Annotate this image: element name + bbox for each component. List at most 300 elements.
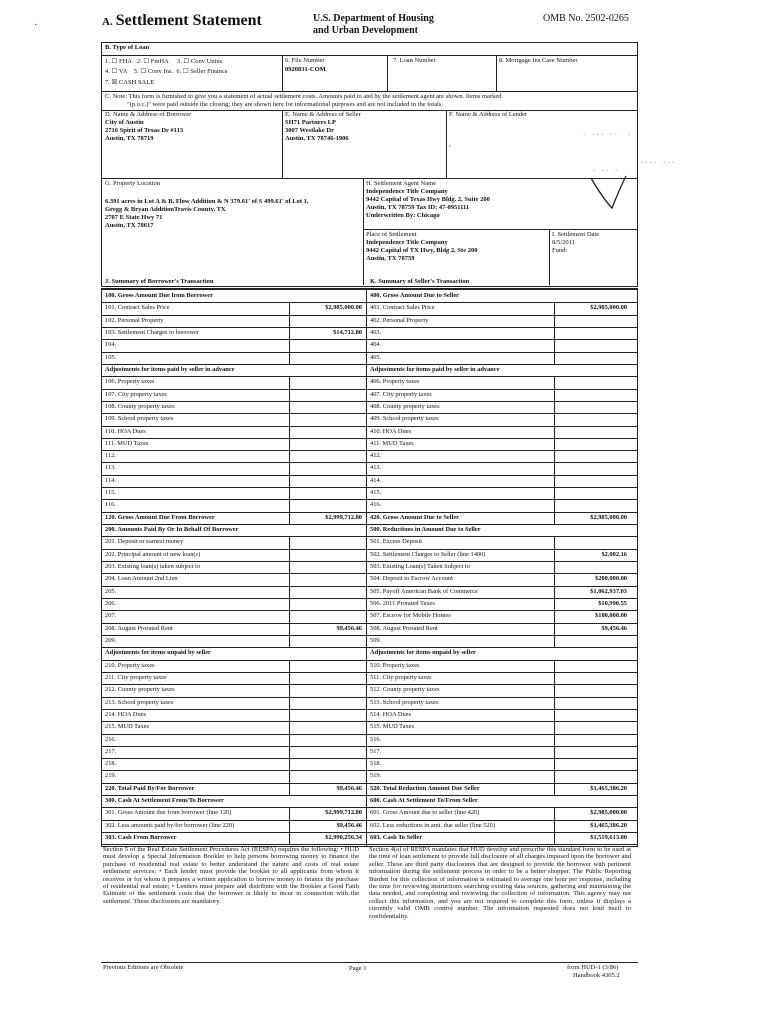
line-item-amount	[557, 709, 627, 721]
option-conv-unins: 3. ☐ Conv Unins	[176, 58, 223, 65]
amount-column-divider	[289, 475, 290, 487]
line-item-label: 500. Reductions in Amount Due to Seller	[370, 526, 481, 534]
line-item-label: 504. Deposit to Escrow Account	[370, 575, 453, 583]
amount-column-divider	[289, 438, 290, 450]
line-item-label: 120. Gross Amount Due From Borrower	[105, 513, 215, 521]
line-item-amount	[292, 598, 362, 610]
line-item-amount	[557, 413, 627, 425]
amount-column-divider	[289, 512, 290, 524]
line-item-label: 210. Property taxes	[105, 661, 155, 669]
line-item-amount	[292, 536, 362, 548]
line-item-label: 601. Gross Amount due to seller (line 420)	[370, 809, 480, 817]
line-item-label: 218.	[105, 760, 117, 768]
agent-name: Independence Title Company	[366, 188, 448, 195]
amount-column-divider	[554, 660, 555, 672]
line-item-amount	[292, 697, 362, 709]
line-item-amount	[292, 401, 362, 413]
line-item-label: 204. Loan Amount 2nd Lien	[105, 575, 178, 583]
line-item-label: 420. Gross Amount Due to Seller	[370, 513, 459, 521]
line-item-amount: $2,985,000.00	[325, 304, 362, 312]
line-item-amount: $200,000.00	[595, 575, 627, 583]
line-item-amount	[557, 339, 627, 351]
line-item-amount	[557, 376, 627, 388]
line-item-label: 411. MUD Taxes	[370, 439, 414, 447]
amount-column-divider	[554, 672, 555, 684]
amount-column-divider	[554, 610, 555, 622]
summary-table	[101, 278, 638, 847]
line-item-label: 413.	[370, 464, 382, 472]
line-item-label: 505. Payoff American Bank of Commerce	[370, 587, 478, 595]
amount-column-divider	[554, 561, 555, 573]
option-cash-sale: 7. ☒ CASH SALE	[105, 79, 155, 86]
amount-column-divider	[289, 549, 290, 561]
seller-label: E. Name & Address of Seller	[285, 111, 361, 118]
line-item-label: 406. Property taxes	[370, 378, 420, 386]
line-item-amount	[292, 339, 362, 351]
amount-column-divider	[289, 401, 290, 413]
line-item-amount	[557, 660, 627, 672]
line-item-label: Adjustments for items paid by seller in advance	[370, 365, 500, 373]
line-item-label: 104.	[105, 341, 117, 349]
line-item-amount	[292, 315, 362, 327]
option-va: 4. ☐ VA	[105, 68, 128, 75]
line-item-label: 217.	[105, 747, 117, 755]
line-item-amount	[292, 734, 362, 746]
amount-column-divider	[554, 746, 555, 758]
line-item-label: 220. Total Paid By/For Borrower	[105, 784, 195, 792]
faint-stamp-3: · ·· ·	[592, 164, 619, 177]
amount-column-divider	[289, 450, 290, 462]
amount-column-divider	[554, 315, 555, 327]
amount-column-divider	[289, 573, 290, 585]
amount-column-divider	[289, 820, 290, 832]
line-item-label: 502. Settlement Charges to Seller (line 1400)	[370, 550, 486, 558]
line-item-label: 108. County property taxes	[105, 402, 175, 410]
amount-column-divider	[554, 339, 555, 351]
line-item-label: 512. County property taxes	[370, 686, 440, 694]
line-item-amount: $1,465,386.20	[590, 784, 627, 792]
loan-type-row-1	[105, 58, 222, 66]
amount-column-divider	[289, 832, 290, 844]
line-item-label: 211. City property taxes	[105, 673, 167, 681]
line-item-label: 113.	[105, 464, 116, 472]
amount-column-divider	[554, 413, 555, 425]
line-item-label: 216.	[105, 735, 117, 743]
place-address: 9442 Capital of TX Hwy, Bldg 2, Ste 200	[366, 247, 478, 254]
line-item-label: 205.	[105, 587, 117, 595]
line-item-label: 106. Property taxes	[105, 378, 155, 386]
line-item-label: 302. Less amounts paid by/for borrower (line 220)	[105, 821, 235, 829]
line-item-label: 516.	[370, 735, 382, 743]
fund-label: Fund:	[552, 247, 568, 254]
dept-line-1: U.S. Department of Housing	[313, 13, 434, 24]
amount-column-divider	[289, 598, 290, 610]
line-item-amount: $1,465,386.20	[590, 821, 627, 829]
line-item-label: 600. Cash At Settlement To/From Seller	[370, 797, 478, 805]
line-item-label: 410. HOA Dues	[370, 427, 412, 435]
amount-column-divider	[289, 770, 290, 782]
amount-column-divider	[289, 389, 290, 401]
faint-stamp-2: ···· ···	[640, 156, 676, 169]
amount-column-divider	[554, 536, 555, 548]
amount-column-divider	[554, 623, 555, 635]
amount-column-divider	[289, 721, 290, 733]
line-item-amount	[557, 684, 627, 696]
line-item-amount	[292, 586, 362, 598]
line-item-amount	[292, 475, 362, 487]
page-number: Page 1	[349, 965, 367, 972]
line-item-amount	[557, 450, 627, 462]
property-label: G. Property Location	[105, 180, 161, 187]
property-city: Austin, TX 78617	[105, 222, 154, 229]
line-item-label: 103. Settlement Charges to borrower	[105, 328, 200, 336]
line-item-amount	[292, 413, 362, 425]
line-item-label: Adjustments for items paid by seller in advance	[105, 365, 235, 373]
amount-column-divider	[289, 746, 290, 758]
respa-section4-text: Section 4(a) of RESPA mandates that HUD develop and prescribe this standard form to be used at the time of loan settlement to provide full disclosure of all charges imposed upon the borrower and seller. These are third party disclosures that are designed to provide the borrower with pertinent information during the settlement process in order to be a better shopper. The Public Reporting Burden for this collection of information is estimated to average one hour per response, including the time for reviewing instructions searching existing data sources, gathering and maintaining the data needed, and completing and reviewing the collection of information. This agency may not collect this information, and you are not required to complete this form, unless it displays a currently valid OMB control number. The information requested does not lend itself to confidentiality.	[369, 846, 631, 920]
line-item-label: 206.	[105, 600, 117, 607]
amount-column-divider	[289, 697, 290, 709]
line-item-amount: $1,519,613.80	[590, 834, 627, 842]
line-item-amount	[292, 438, 362, 450]
line-item-amount	[557, 697, 627, 709]
line-item-amount: $180,000.00	[595, 612, 627, 620]
line-item-label: 401. Contract Sales Price	[370, 304, 435, 312]
amount-column-divider	[554, 302, 555, 314]
line-item-label: 102. Personal Property	[105, 316, 164, 324]
amount-column-divider	[554, 438, 555, 450]
line-item-amount	[292, 561, 362, 573]
line-item-amount	[292, 426, 362, 438]
line-item-amount: $9,456.46	[336, 784, 362, 792]
amount-column-divider	[554, 697, 555, 709]
line-item-label: 407. City property taxes	[370, 390, 432, 398]
amount-column-divider	[289, 672, 290, 684]
amount-column-divider	[554, 512, 555, 524]
line-item-amount	[557, 746, 627, 758]
amount-column-divider	[554, 734, 555, 746]
seller-address: 3007 Westlake Dr	[285, 127, 334, 134]
amount-column-divider	[289, 684, 290, 696]
title-text: Settlement Statement	[115, 12, 262, 29]
amount-column-divider	[289, 758, 290, 770]
line-item-label: 518.	[370, 760, 382, 768]
line-item-label: 405.	[370, 353, 382, 361]
line-item-label: 100. Gross Amount Due from Borrower	[105, 292, 213, 299]
borrower-address: 2716 Spirit of Texas Dr #113	[105, 127, 184, 134]
line-item-label: 111. MUD Taxes	[105, 439, 149, 447]
line-item-label: 509.	[370, 636, 382, 644]
amount-column-divider	[289, 783, 290, 795]
amount-column-divider	[554, 635, 555, 647]
amount-column-divider	[554, 586, 555, 598]
line-item-amount	[557, 758, 627, 770]
lender-label: F. Name & Address of Lender	[449, 111, 528, 118]
line-item-label: 207.	[105, 612, 117, 620]
amount-column-divider	[554, 475, 555, 487]
line-item-label: 506. 2011 Prorated Taxes	[370, 600, 435, 607]
seller-city: Austin, TX 78746-1906	[285, 135, 349, 142]
omb-number: OMB No. 2502-0265	[543, 13, 629, 24]
scan-mark: ·	[34, 20, 38, 31]
line-item-label: 212. County property taxes	[105, 686, 175, 694]
handbook-id: Handbook 4305.2	[573, 972, 620, 979]
agent-address: 9442 Capital of Texas Hwy Bldg. 2, Suite 200	[366, 196, 490, 203]
dept-line-2: and Urban Development	[313, 25, 419, 36]
amount-column-divider	[554, 401, 555, 413]
borrower-label: D. Name & Address of Borrower	[105, 111, 192, 118]
line-item-label: 602. Less reductions in amt. due seller (line 520)	[370, 821, 495, 829]
amount-column-divider	[289, 660, 290, 672]
amount-column-divider	[289, 635, 290, 647]
line-item-amount	[292, 660, 362, 672]
line-item-label: Adjustments for items unpaid by seller	[105, 649, 211, 657]
file-number-label: 6. File Number	[285, 57, 325, 64]
property-legal: 6.391 acres in Lot A & B, Flow Addition & N 379.61' of S 499.61' of Lot 1,	[105, 198, 309, 205]
line-item-amount	[292, 389, 362, 401]
file-number: 0920831-COM	[285, 66, 326, 73]
line-item-amount	[292, 352, 362, 364]
line-item-label: 409. School property taxes	[370, 415, 439, 423]
note-line-1: C. Note: This form is furnished to give you a statement of actual settlement costs. Amounts paid to and by the settlement agent are shown. Items marked	[105, 93, 502, 100]
line-item-label: 412.	[370, 452, 382, 460]
line-item-amount	[557, 536, 627, 548]
line-item-label: 208. August Prorated Rent	[105, 624, 173, 632]
line-item-amount	[292, 376, 362, 388]
amount-column-divider	[554, 709, 555, 721]
line-item-amount	[292, 709, 362, 721]
line-item-amount	[557, 487, 627, 499]
line-item-label: 508. August Prorated Rent	[370, 624, 438, 632]
line-item-label: 520. Total Reduction Amount Due Seller	[370, 784, 480, 792]
line-item-label: Adjustments for items unpaid by seller	[370, 649, 476, 657]
line-item-amount: $1,062,937.03	[590, 587, 627, 595]
amount-column-divider	[289, 610, 290, 622]
line-item-label: 107. City property taxes	[105, 390, 167, 398]
amount-column-divider	[289, 709, 290, 721]
line-item-label: 209.	[105, 636, 117, 644]
line-item-label: 203. Existing loan(s) taken subject to	[105, 563, 201, 571]
amount-column-divider	[289, 462, 290, 474]
line-item-amount	[557, 734, 627, 746]
option-fha: 1. ☐ FHA	[105, 58, 132, 65]
line-item-label: 200. Amounts Paid By Or In Behalf Of Borrower	[105, 526, 239, 534]
line-item-amount	[292, 635, 362, 647]
line-item-label: 414.	[370, 476, 382, 484]
line-item-amount	[292, 462, 362, 474]
line-item-label: 219.	[105, 772, 117, 780]
amount-column-divider	[554, 758, 555, 770]
line-item-label: 116.	[105, 501, 116, 509]
property-street: 2707 E State Hwy 71	[105, 214, 163, 221]
amount-column-divider	[289, 327, 290, 339]
line-item-amount	[557, 327, 627, 339]
line-item-amount: $14,712.80	[333, 328, 362, 336]
amount-column-divider	[289, 807, 290, 819]
place-city: Austin, TX 78759	[366, 255, 415, 262]
line-item-label: 511. City property taxes	[370, 673, 432, 681]
agent-label: H. Settlement Agent Name	[366, 180, 437, 187]
line-item-amount	[557, 401, 627, 413]
option-conv-ins: 5. ☐ Conv Ins.	[133, 68, 174, 75]
mortgage-ins-label: 8. Mortgage Ins Case Number	[499, 57, 578, 64]
line-item-amount	[557, 389, 627, 401]
borrower-summary-title: J. Summary of Borrower's Transaction	[105, 278, 214, 285]
amount-column-divider	[554, 376, 555, 388]
amount-column-divider	[289, 339, 290, 351]
line-item-amount: $2,985,000.00	[590, 304, 627, 312]
amount-column-divider	[554, 549, 555, 561]
line-item-label: 110. HOA Dues	[105, 427, 146, 435]
line-item-label: 517.	[370, 747, 382, 755]
note-line-2: "(p.o.c.)" were paid outside the closing; they are shown here for informational purposes and are not included in the totals.	[127, 101, 443, 108]
amount-column-divider	[289, 734, 290, 746]
line-item-label: 603. Cash To Seller	[370, 834, 423, 842]
line-item-amount	[557, 499, 627, 511]
line-item-label: 101. Contract Sales Price	[105, 304, 170, 312]
lender-dot: ,	[449, 141, 451, 148]
line-item-amount: $9,456.46	[336, 624, 362, 632]
line-item-label: 303. Cash From Borrower	[105, 834, 177, 842]
respa-section5-text: Section 5 of the Real Estate Settlement Procedures Act (RESPA) requires the following: • HUD must develop a Special Information Booklet to help persons borrowing money to finance the purchase of residential real estate to better understand the nature and costs of real estate settlement services; • Each lender must provide the booklet to all applicants from whom it receives or for whom it prepares a written application to borrow money to finance the purchase of residential real estate; • Lenders must prepare and distribute with the Booklet a Good Faith Estimate of the settlement costs that the borrower is likely to incur in connection with the settlement. These disclosures are mandatory.	[103, 846, 359, 905]
line-item-label: 109. School property taxes	[105, 415, 174, 423]
line-item-amount	[557, 635, 627, 647]
amount-column-divider	[554, 684, 555, 696]
line-item-label: 416.	[370, 501, 382, 509]
amount-column-divider	[289, 376, 290, 388]
line-item-label: 301. Gross Amount due from borrower (line 120)	[105, 809, 232, 817]
line-item-amount	[292, 610, 362, 622]
type-of-loan-title: B. Type of Loan	[105, 44, 150, 51]
amount-column-divider	[554, 327, 555, 339]
line-item-label: 403.	[370, 328, 382, 336]
line-item-amount	[557, 315, 627, 327]
amount-column-divider	[554, 832, 555, 844]
page-title	[102, 12, 262, 30]
amount-column-divider	[554, 770, 555, 782]
line-item-amount	[292, 499, 362, 511]
amount-column-divider	[554, 820, 555, 832]
line-item-label: 400. Gross Amount Due to Seller	[370, 292, 459, 299]
line-item-label: 213. School property taxes	[105, 698, 174, 706]
previous-editions-note: Previous Editions are Obsolete	[103, 964, 184, 971]
line-item-amount	[292, 684, 362, 696]
amount-column-divider	[554, 807, 555, 819]
line-item-amount	[292, 721, 362, 733]
line-item-label: 515. MUD Taxes	[370, 723, 414, 731]
faint-stamp-1: · ··· ·· ·	[578, 128, 632, 141]
line-item-label: 201. Deposit or earnest money	[105, 538, 184, 546]
borrower-city: Austin, TX 78719	[105, 135, 154, 142]
line-item-label: 300. Cash At Settlement From/To Borrower	[105, 797, 224, 805]
line-item-amount	[292, 549, 362, 561]
line-item-label: 415.	[370, 489, 382, 497]
line-item-amount	[557, 352, 627, 364]
amount-column-divider	[289, 352, 290, 364]
settlement-date: 8/5/2011	[552, 239, 575, 246]
amount-column-divider	[554, 598, 555, 610]
line-item-amount	[557, 770, 627, 782]
amount-column-divider	[289, 302, 290, 314]
line-item-label: 114.	[105, 476, 116, 484]
amount-column-divider	[289, 413, 290, 425]
amount-column-divider	[554, 389, 555, 401]
line-item-amount: $9,456.46	[601, 624, 627, 632]
place-label: Place of Settlement	[366, 231, 417, 238]
line-item-amount	[557, 462, 627, 474]
amount-column-divider	[554, 426, 555, 438]
line-item-amount	[557, 672, 627, 684]
line-item-label: 513. School property taxes	[370, 698, 439, 706]
line-item-label: 215. MUD Taxes	[105, 723, 149, 731]
borrower-name: City of Austin	[105, 119, 144, 126]
amount-column-divider	[554, 462, 555, 474]
amount-column-divider	[554, 499, 555, 511]
line-item-amount	[292, 450, 362, 462]
line-item-label: 402. Personal Property	[370, 316, 429, 324]
amount-column-divider	[289, 623, 290, 635]
line-item-amount	[557, 426, 627, 438]
line-item-label: 514. HOA Dues	[370, 710, 412, 718]
amount-column-divider	[289, 499, 290, 511]
line-item-amount: $2,999,712.80	[325, 809, 362, 817]
line-item-amount: $9,456.46	[336, 821, 362, 829]
section-letter: A.	[102, 16, 113, 28]
agent-underwriter: Underwritten By: Chicago	[366, 212, 440, 219]
line-item-label: 510. Property taxes	[370, 661, 420, 669]
line-item-amount: $2,985,000.00	[590, 513, 627, 521]
line-item-label: 105.	[105, 353, 117, 361]
line-item-label: 501. Excess Deposit	[370, 538, 423, 546]
amount-column-divider	[554, 352, 555, 364]
amount-column-divider	[289, 315, 290, 327]
line-item-label: 404.	[370, 341, 382, 349]
amount-column-divider	[554, 783, 555, 795]
line-item-label: 112.	[105, 452, 116, 460]
line-item-label: 519.	[370, 772, 382, 780]
line-item-amount: $10,990.55	[598, 600, 627, 607]
line-item-label: 214. HOA Dues	[105, 710, 147, 718]
line-item-amount	[292, 746, 362, 758]
amount-column-divider	[289, 426, 290, 438]
line-item-amount	[292, 672, 362, 684]
loan-type-row-2	[105, 68, 228, 76]
line-item-amount	[292, 770, 362, 782]
line-item-label: 507. Escrow for Mobile Homes	[370, 612, 451, 620]
line-item-amount	[557, 721, 627, 733]
agent-city-taxid: Austin, TX 78759 Tax ID: 47-0951111	[366, 204, 470, 211]
form-id: form HUD-1 (3/86)	[567, 964, 619, 971]
settlement-date-label: I. Settlement Date	[552, 231, 600, 238]
form-header-box	[101, 42, 638, 287]
amount-column-divider	[289, 487, 290, 499]
amount-column-divider	[554, 450, 555, 462]
line-item-amount	[557, 438, 627, 450]
line-item-amount: $2,999,712.80	[325, 513, 362, 521]
amount-column-divider	[554, 721, 555, 733]
line-item-label: 503. Existing Loan(s) Taken Subject to	[370, 563, 470, 571]
line-item-label: 408. County property taxes	[370, 402, 440, 410]
line-item-amount: $2,985,000.00	[590, 809, 627, 817]
amount-column-divider	[289, 561, 290, 573]
loan-number-label: 7. Loan Number	[393, 57, 436, 64]
place-name: Independence Title Company	[366, 239, 448, 246]
line-item-amount	[292, 487, 362, 499]
line-item-label: 115.	[105, 489, 116, 497]
line-item-amount: $2,002.16	[601, 550, 627, 558]
property-county: Gregg & Bryan AdditionTravis County, TX	[105, 206, 226, 213]
line-item-amount: $2,990,256.34	[325, 834, 362, 842]
